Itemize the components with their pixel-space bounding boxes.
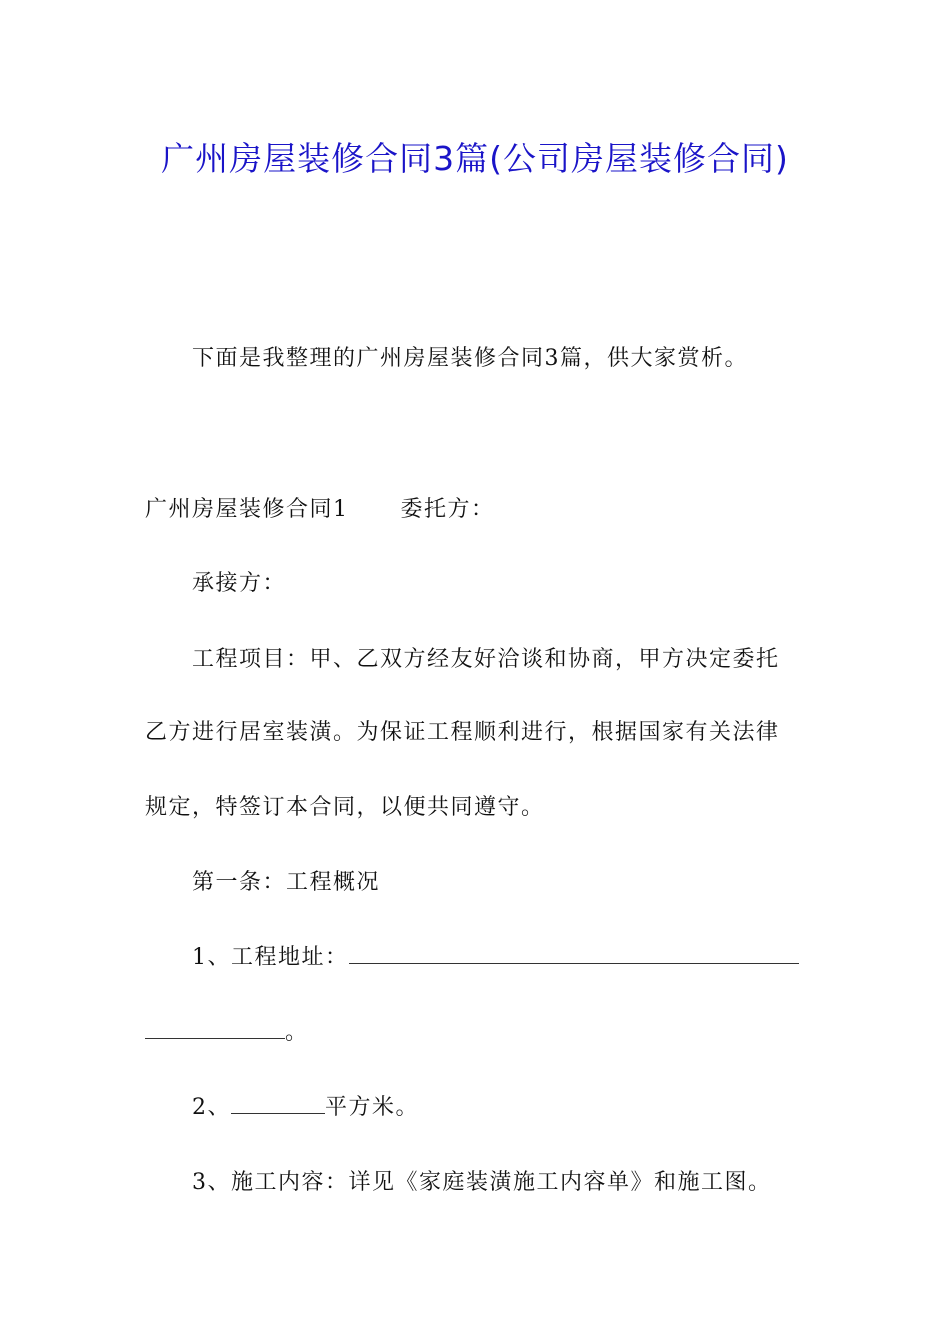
item-3-line: 3、施工内容：详见《家庭装潢施工内容单》和施工图。 <box>192 1170 772 1195</box>
document-title: 广州房屋装修合同3篇(公司房屋装修合同) <box>161 139 789 178</box>
address-blank[interactable] <box>349 943 799 964</box>
item-1-end: 。 <box>285 1020 309 1045</box>
item-1-line <box>192 943 852 973</box>
address-blank-continued[interactable] <box>145 1018 285 1039</box>
item-2-prefix: 2、 <box>192 1095 231 1120</box>
area-blank[interactable] <box>231 1093 325 1114</box>
item-1-label: 1、工程地址： <box>192 945 349 970</box>
item-2-line <box>192 1093 852 1123</box>
item-1-continuation <box>145 1018 805 1048</box>
intro-paragraph: 下面是我整理的广州房屋装修合同3篇，供大家赏析。 <box>192 346 748 371</box>
project-line-1: 工程项目：甲、乙双方经友好洽谈和协商，甲方决定委托 <box>192 647 780 672</box>
item-2-suffix: 平方米。 <box>325 1095 420 1120</box>
contractor-label: 承接方： <box>192 571 287 596</box>
client-label: 委托方： <box>400 497 495 522</box>
contract-heading: 广州房屋装修合同1 <box>145 497 349 522</box>
project-line-2: 乙方进行居室装潢。为保证工程顺利进行，根据国家有关法律 <box>145 720 780 745</box>
project-line-3: 规定，特签订本合同，以便共同遵守。 <box>145 795 545 820</box>
contract-heading-line <box>145 495 805 525</box>
article-1-heading: 第一条：工程概况 <box>192 870 381 895</box>
